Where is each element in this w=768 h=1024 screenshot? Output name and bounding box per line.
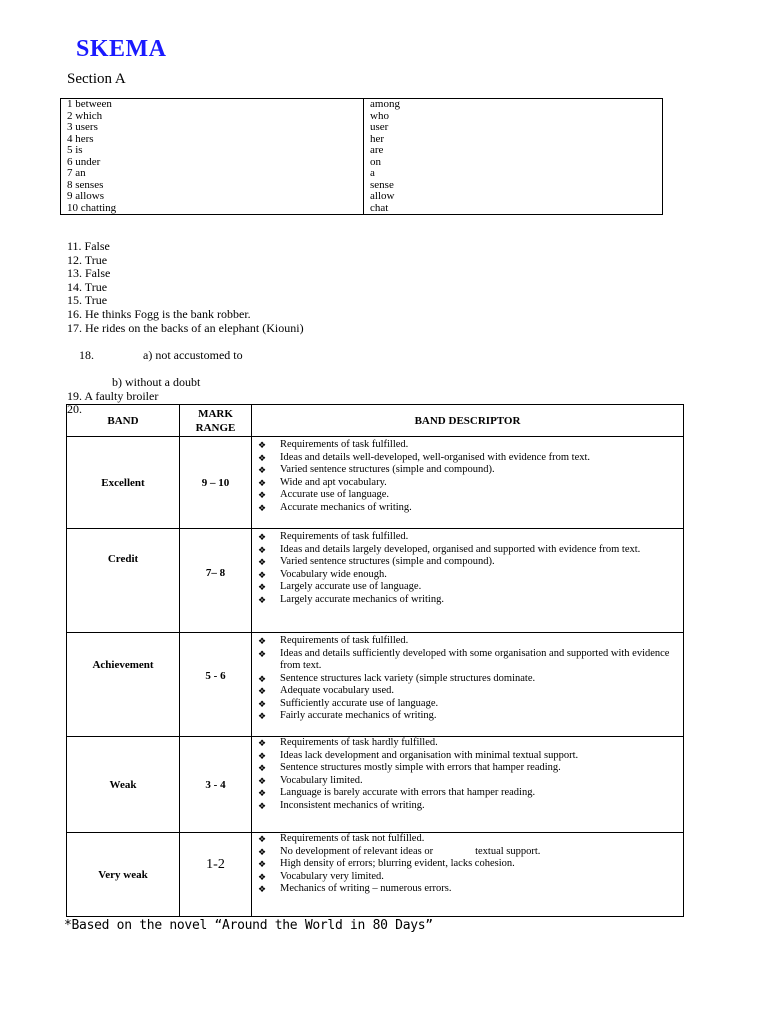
band-row [67, 736, 683, 832]
corrected-word: chat [364, 203, 663, 215]
original-word: 6 under [61, 157, 364, 169]
answer-table-row [61, 157, 663, 169]
descriptor-item: ❖ Mechanics of writing – numerous errors. [280, 883, 548, 896]
descriptor-item: ❖ Sufficiently accurate use of language. [280, 698, 683, 711]
mark-range: 7– 8 [179, 529, 251, 632]
answer-table-row [61, 111, 663, 123]
descriptor-item: ❖ High density of errors; blurring evident, lacks cohesion. [280, 858, 548, 871]
original-word: 10 chatting [61, 203, 364, 215]
answer-15: 15. True [67, 293, 108, 308]
original-word: 4 hers [61, 134, 364, 146]
corrected-word: her [364, 134, 663, 146]
mark-range: 9 – 10 [179, 437, 251, 528]
answer-18b: b) without a doubt [112, 374, 201, 389]
descriptor-item: ❖ Largely accurate use of language. [280, 581, 648, 594]
corrected-word: are [364, 145, 663, 157]
descriptor-item: ❖ Requirements of task hardly fulfilled. [280, 737, 586, 750]
answer-table-row [61, 122, 663, 134]
answer-18 [67, 335, 304, 376]
band-descriptor [251, 529, 683, 632]
descriptor-item: ❖ Ideas and details sufficiently developed with some organisation and supported with evidence from text. [280, 648, 683, 673]
corrected-word: who [364, 111, 663, 123]
descriptor-item: ❖ Adequate vocabulary used. [280, 685, 683, 698]
descriptor-list [252, 529, 648, 606]
descriptor-item: ❖ Requirements of task fulfilled. [280, 531, 648, 544]
section-label: Section A [67, 71, 126, 87]
descriptor-list [252, 633, 683, 723]
band-row [67, 528, 683, 632]
corrected-word: a [364, 168, 663, 180]
descriptor-item: ❖ No development of relevant ideas or textual support. [280, 846, 548, 859]
original-word: 8 senses [61, 180, 364, 192]
answer-18a: a) not accustomed to [143, 347, 243, 362]
answer-table-row [61, 134, 663, 146]
descriptor-list [252, 833, 548, 896]
descriptor-item: ❖ Vocabulary wide enough. [280, 569, 648, 582]
answer-18b-line [67, 376, 304, 390]
band-name: Credit [107, 553, 139, 565]
descriptor-item: ❖ Language is barely accurate with errors that hamper reading. [280, 787, 586, 800]
band-descriptor [251, 737, 683, 832]
header-band: BAND [107, 414, 139, 427]
descriptor-item: ❖ Requirements of task not fulfilled. [280, 833, 548, 846]
descriptor-item: ❖ Vocabulary limited. [280, 775, 586, 788]
original-word: 3 users [61, 122, 364, 134]
answer-14: 14. True [67, 279, 108, 294]
answer-13: 13. False [67, 266, 111, 281]
answer-11: 11. False [67, 239, 110, 253]
header-mark-range: MARK RANGE [179, 405, 251, 436]
band-descriptor [251, 833, 683, 916]
band-row [67, 436, 683, 528]
answer-table-row [61, 191, 663, 203]
answer-20: 20. [67, 402, 82, 417]
descriptor-item: ❖ Ideas and details largely developed, organised and supported with evidence from text. [280, 544, 648, 557]
band-row [67, 632, 683, 736]
answer-table [60, 98, 663, 215]
answer-table-row [61, 203, 663, 215]
descriptor-item: ❖ Ideas and details well-developed, well-organised with evidence from text. [280, 452, 598, 465]
mark-range: 5 - 6 [179, 633, 251, 736]
descriptor-item: ❖ Wide and apt vocabulary. [280, 477, 598, 490]
corrected-word: on [364, 157, 663, 169]
descriptor-list [252, 737, 586, 812]
mark-range: 3 - 4 [179, 737, 251, 832]
corrected-word: sense [364, 180, 663, 192]
answer-19: 19. A faulty broiler [67, 388, 159, 403]
answer-17: 17. He rides on the backs of an elephant (Kiouni) [67, 320, 304, 335]
band-name: Excellent [101, 476, 145, 489]
page-title: SKEMA [76, 36, 167, 62]
band-descriptor [251, 633, 683, 736]
descriptor-item: ❖ Inconsistent mechanics of writing. [280, 800, 586, 813]
descriptor-list [252, 437, 598, 514]
original-word: 7 an [61, 168, 364, 180]
descriptor-item: ❖ Requirements of task fulfilled. [280, 439, 598, 452]
answer-table-row [61, 99, 663, 111]
answer-table-row [61, 145, 663, 157]
descriptor-item: ❖ Varied sentence structures (simple and compound). [280, 464, 598, 477]
band-name: Achievement [92, 659, 154, 671]
original-word: 9 allows [61, 191, 364, 203]
descriptor-item: ❖ Vocabulary very limited. [280, 871, 548, 884]
descriptor-item: ❖ Requirements of task fulfilled. [280, 635, 683, 648]
band-descriptor [251, 437, 683, 528]
band-table-header [67, 402, 683, 436]
answer-table-row [61, 180, 663, 192]
descriptor-item: ❖ Largely accurate mechanics of writing. [280, 594, 648, 607]
footnote: *Based on the novel “Around the World in 80 Days” [64, 918, 433, 933]
descriptor-item: ❖ Ideas lack development and organisation with minimal textual support. [280, 750, 586, 763]
corrected-word: among [364, 99, 663, 111]
descriptor-item: ❖ Accurate use of language. [280, 489, 598, 502]
original-word: 1 between [61, 99, 364, 111]
answer-12: 12. True [67, 252, 108, 267]
answer-16: 16. He thinks Fogg is the bank robber. [67, 306, 251, 321]
descriptor-item: ❖ Sentence structures mostly simple with errors that hamper reading. [280, 762, 586, 775]
answer-table-row [61, 168, 663, 180]
descriptor-item: ❖ Sentence structures lack variety (simple structures dominate. [280, 673, 683, 686]
band-descriptor-table [66, 404, 684, 917]
header-band-descriptor: BAND DESCRIPTOR [251, 405, 683, 436]
original-word: 2 which [61, 111, 364, 123]
original-word: 5 is [61, 145, 364, 157]
descriptor-item: ❖ Accurate mechanics of writing. [280, 502, 598, 515]
corrected-word: user [364, 122, 663, 134]
band-name: Very weak [98, 868, 148, 881]
descriptor-item: ❖ Fairly accurate mechanics of writing. [280, 710, 683, 723]
answer-18-number: 18. [79, 347, 94, 362]
descriptor-item: ❖ Varied sentence structures (simple and compound). [280, 556, 648, 569]
answer-list [67, 240, 304, 417]
band-name: Weak [109, 778, 137, 791]
band-row [67, 832, 683, 916]
mark-range: 1-2 [179, 833, 251, 916]
corrected-word: allow [364, 191, 663, 203]
